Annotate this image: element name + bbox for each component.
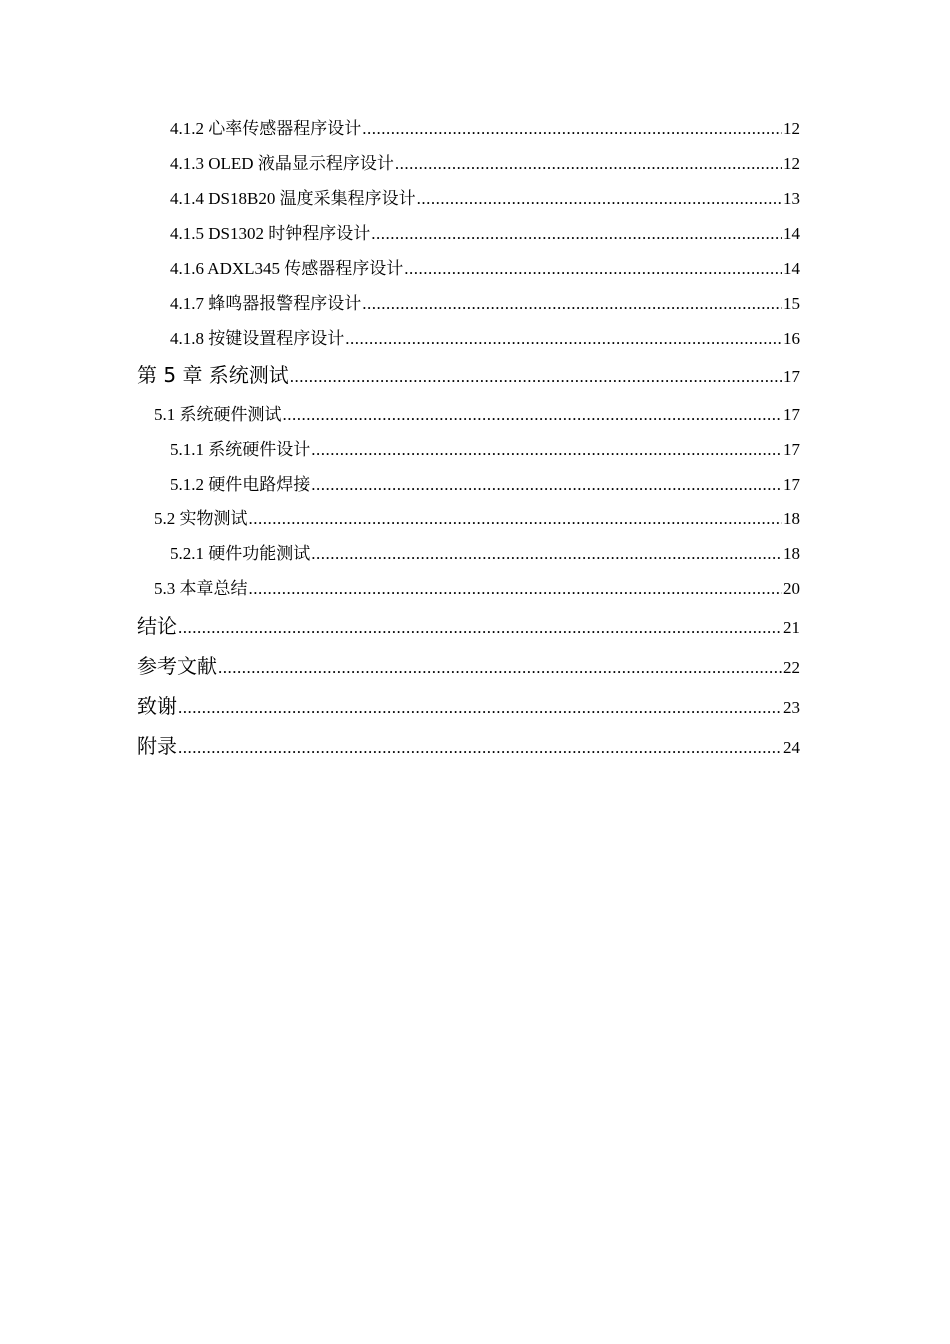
toc-entry-4-1-7[interactable] <box>170 289 800 314</box>
toc-entry-4-1-3[interactable] <box>170 149 800 174</box>
toc-entry-title: 4.1.6 ADXL345 传感器程序设计 <box>170 259 404 278</box>
toc-page-number: 18 <box>783 509 800 528</box>
toc-entry-5-1-1[interactable] <box>170 435 800 460</box>
toc-leader-dots <box>371 224 782 244</box>
toc-entry-title: 4.1.7 蜂鸣器报警程序设计 <box>170 294 362 313</box>
toc-entry-4-1-8[interactable] <box>170 324 800 349</box>
toc-leader-dots <box>290 367 782 387</box>
toc-entry-4-1-5[interactable] <box>170 219 800 244</box>
toc-entry-title: 4.1.5 DS1302 时钟程序设计 <box>170 224 371 243</box>
toc-chapter-title: 结论 <box>137 614 177 638</box>
toc-entry-5-1[interactable] <box>154 400 800 425</box>
toc-page-number: 12 <box>783 119 800 138</box>
toc-page-number: 12 <box>783 154 800 173</box>
toc-leader-dots <box>249 579 783 599</box>
toc-entry-acknowledgements[interactable] <box>137 690 800 719</box>
toc-page-number: 22 <box>783 658 800 677</box>
toc-page-number: 24 <box>783 738 800 757</box>
toc-page-number: 17 <box>783 440 800 459</box>
toc-entry-title: 5.1.2 硬件电路焊接 <box>170 475 311 494</box>
toc-chapter-title: 第 5 章 系统测试 <box>137 363 289 387</box>
toc-entry-title: 5.2 实物测试 <box>154 509 248 528</box>
toc-leader-dots <box>178 738 782 758</box>
toc-entry-5-2-1[interactable] <box>170 539 800 564</box>
toc-page-number: 17 <box>783 367 800 386</box>
toc-chapter-title: 致谢 <box>137 694 177 718</box>
toc-entry-title: 5.2.1 硬件功能测试 <box>170 544 311 563</box>
toc-page-number: 14 <box>783 224 800 243</box>
toc-leader-dots <box>395 154 782 174</box>
toc-entry-5-2[interactable] <box>154 504 800 529</box>
toc-leader-dots <box>311 475 782 495</box>
toc-leader-dots <box>404 259 782 279</box>
toc-page-number: 18 <box>783 544 800 563</box>
toc-page-number: 16 <box>783 329 800 348</box>
toc-entry-5-3[interactable] <box>154 574 800 599</box>
toc-entry-4-1-4[interactable] <box>170 184 800 209</box>
toc-entry-4-1-6[interactable] <box>170 254 800 279</box>
toc-leader-dots <box>345 329 782 349</box>
toc-entry-appendix[interactable] <box>137 730 800 759</box>
toc-entry-conclusion[interactable] <box>137 610 800 639</box>
toc-entry-title: 4.1.2 心率传感器程序设计 <box>170 119 362 138</box>
toc-page-number: 17 <box>783 475 800 494</box>
toc-page-number: 15 <box>783 294 800 313</box>
toc-leader-dots <box>178 698 782 718</box>
toc-chapter-title: 附录 <box>137 734 177 758</box>
toc-leader-dots <box>311 440 782 460</box>
toc-page-number: 13 <box>783 189 800 208</box>
toc-chapter-title: 参考文献 <box>137 654 217 678</box>
toc-entry-4-1-2[interactable] <box>170 114 800 139</box>
toc-leader-dots <box>283 405 783 425</box>
toc-entry-references[interactable] <box>137 650 800 679</box>
toc-entry-title: 5.1 系统硬件测试 <box>154 405 282 424</box>
toc-leader-dots <box>417 189 782 209</box>
toc-page-number: 21 <box>783 618 800 637</box>
toc-entry-title: 5.1.1 系统硬件设计 <box>170 440 311 459</box>
toc-entry-5-1-2[interactable] <box>170 470 800 495</box>
toc-page-number: 20 <box>783 579 800 598</box>
toc-page-number: 14 <box>783 259 800 278</box>
toc-leader-dots <box>362 119 782 139</box>
toc-entry-title: 4.1.3 OLED 液晶显示程序设计 <box>170 154 394 173</box>
toc-leader-dots <box>311 544 782 564</box>
toc-leader-dots <box>218 658 782 678</box>
toc-leader-dots <box>362 294 782 314</box>
toc-entry-title: 4.1.8 按键设置程序设计 <box>170 329 345 348</box>
toc-entry-title: 4.1.4 DS18B20 温度采集程序设计 <box>170 189 416 208</box>
toc-page-number: 23 <box>783 698 800 717</box>
toc-leader-dots <box>178 618 782 638</box>
toc-entry-chapter-5[interactable] <box>137 359 800 388</box>
toc-entry-title: 5.3 本章总结 <box>154 579 248 598</box>
toc-leader-dots <box>249 509 783 529</box>
toc-page-number: 17 <box>783 405 800 424</box>
